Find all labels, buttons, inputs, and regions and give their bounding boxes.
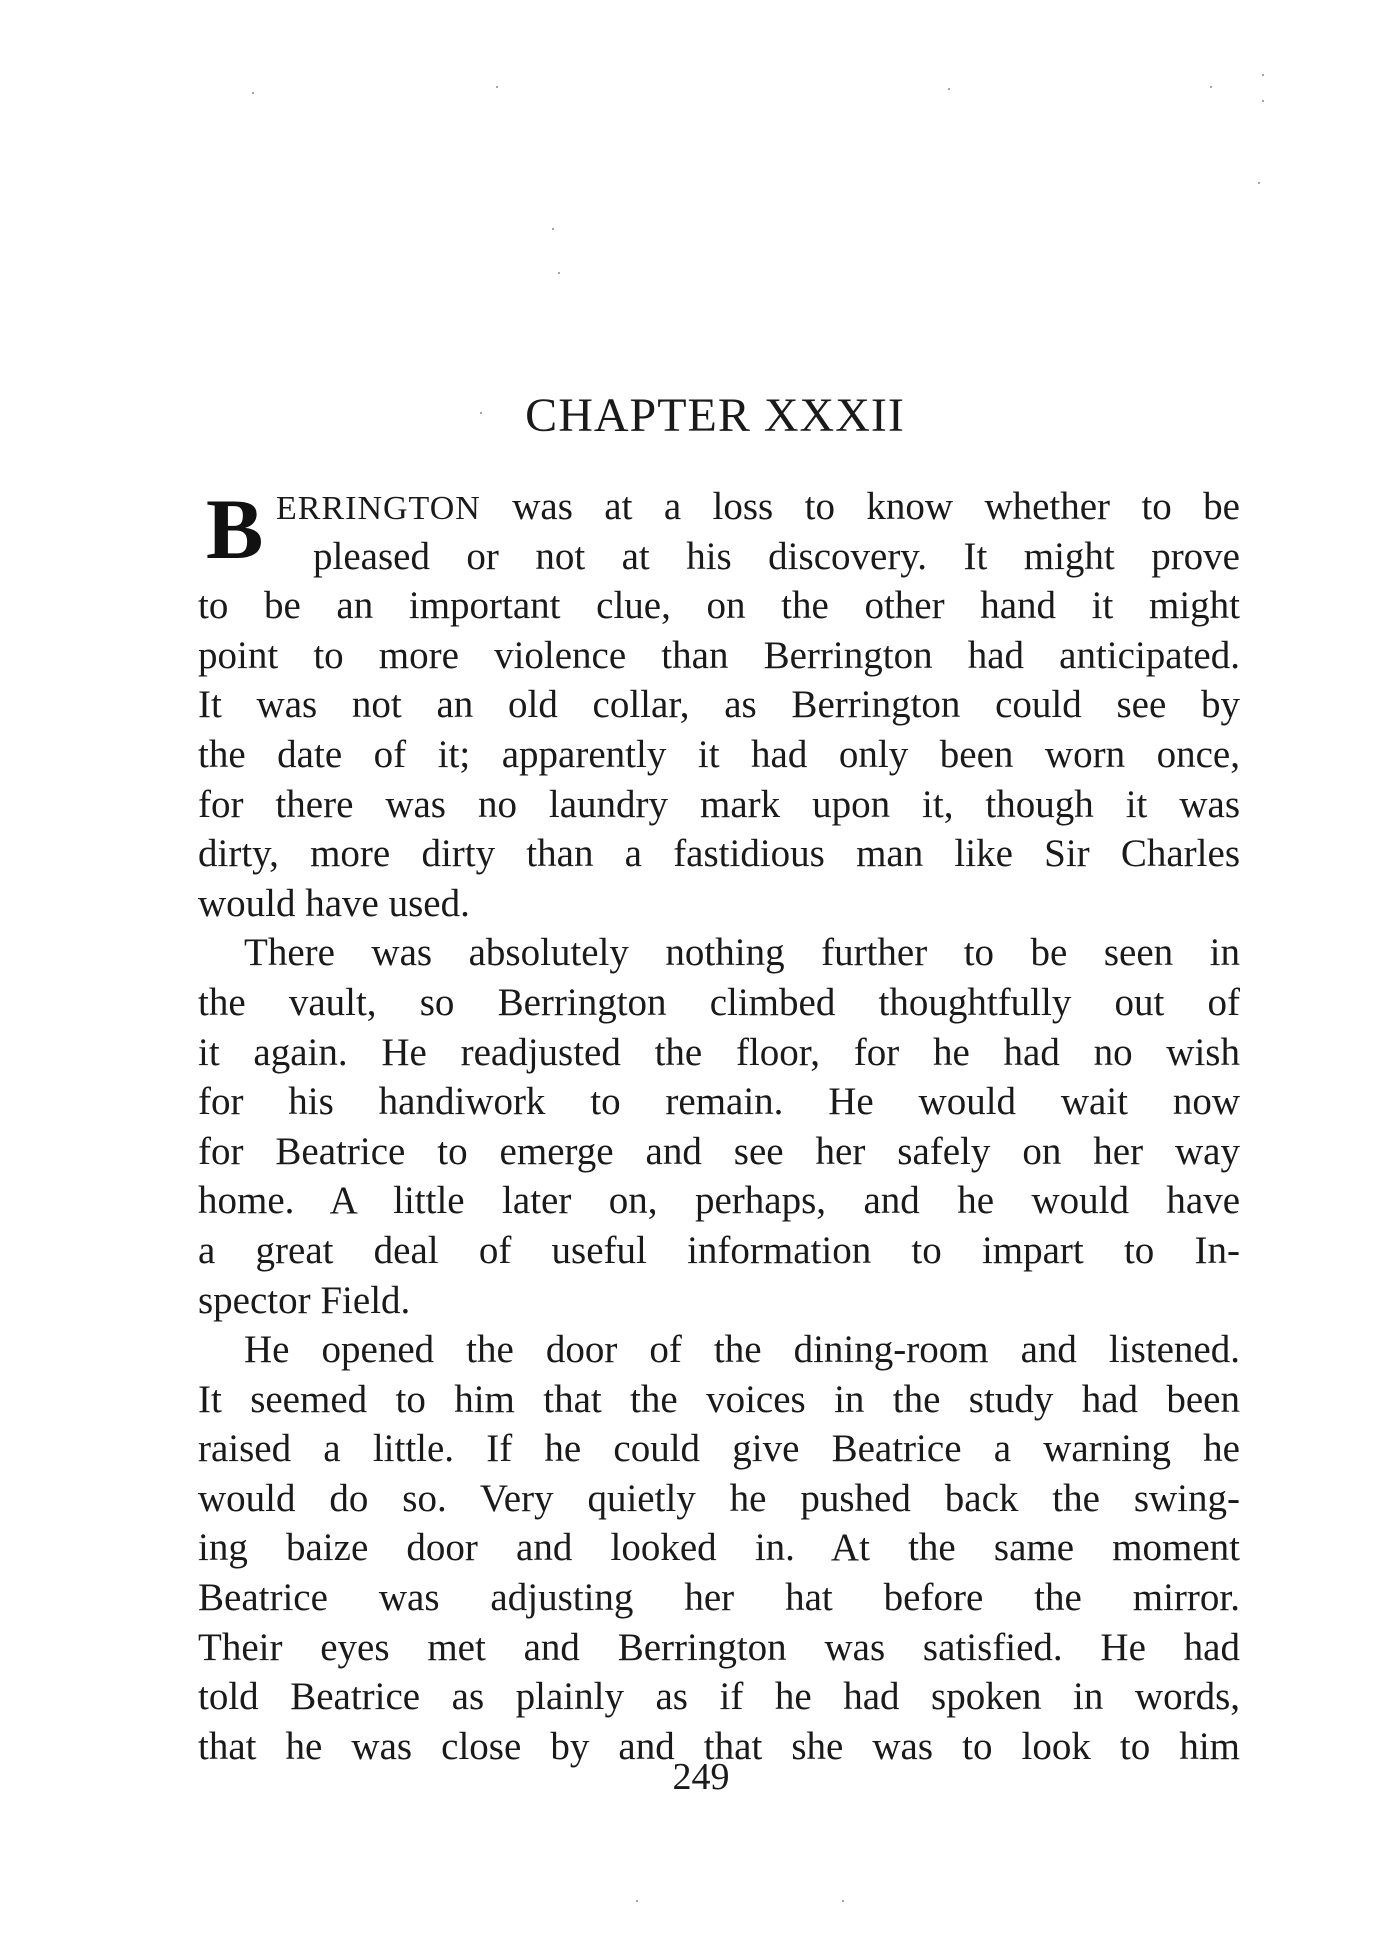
text-line: point to more violence than Berrington had anticipated. [198,633,1240,677]
paper-speck [252,92,254,94]
paper-speck [552,228,554,230]
chapter-title: CHAPTER XXXII [525,389,905,442]
text-line: ing baize door and looked in. At the same moment [198,1526,1240,1570]
text-line: that he was close by and that she was to look to him [198,1724,1240,1768]
paper-speck [496,86,498,88]
drop-cap: B [206,481,264,577]
text-line-first [198,482,1240,532]
text-line: it again. He readjusted the floor, for he had no wish [198,1030,1240,1074]
paper-speck [1262,74,1264,76]
paragraph-2 [198,928,1240,1325]
text-line: the date of it; apparently it had only been worn once, [198,732,1240,776]
opening-paragraph [198,482,1240,928]
paper-speck [842,1900,844,1902]
text-line: a great deal of useful information to impart to In- [198,1228,1240,1272]
paper-speck [948,88,950,90]
paper-speck [1262,100,1264,102]
text-line: would have used. [198,881,470,925]
page-number: 249 [672,1756,730,1798]
paragraph-3 [198,1325,1240,1771]
text-line: for his handiwork to remain. He would wait now [198,1080,1240,1124]
text-line: the vault, so Berrington climbed thoughtfully out of [198,980,1240,1024]
text-line: raised a little. If he could give Beatrice a warning he [198,1427,1240,1471]
text-line: Their eyes met and Berrington was satisfied. He had [198,1625,1240,1669]
body-text [198,482,1240,1771]
text-line: spector Field. [198,1278,411,1322]
text-line: pleased or not at his discovery. It might prove [313,534,1240,578]
first-line-tail: was at a loss to know whether to be [512,485,1240,528]
text-line: dirty, more dirty than a fastidious man like Sir Charles [198,832,1240,876]
paper-speck [558,272,560,274]
first-word-small-caps: ERRINGTON [276,490,481,527]
text-line: It was not an old collar, as Berrington could see by [198,683,1240,727]
text-line: for there was no laundry mark upon it, though it was [198,782,1240,826]
text-line: He opened the door of the dining-room and listened. [244,1328,1240,1372]
text-line: told Beatrice as plainly as if he had spoken in words, [198,1675,1240,1719]
paper-speck [636,1900,638,1902]
text-line: It seemed to him that the voices in the study had been [198,1377,1240,1421]
text-line: Beatrice was adjusting her hat before the mirror. [198,1576,1240,1620]
text-line: There was absolutely nothing further to be seen in [244,931,1240,975]
text-line: would do so. Very quietly he pushed back the swing- [198,1476,1240,1520]
text-line: home. A little later on, perhaps, and he would have [198,1179,1240,1223]
paper-speck [1258,182,1260,184]
text-line: to be an important clue, on the other hand it might [198,584,1240,628]
paper-speck [1210,86,1212,88]
text-line: for Beatrice to emerge and see her safely on her way [198,1129,1240,1173]
